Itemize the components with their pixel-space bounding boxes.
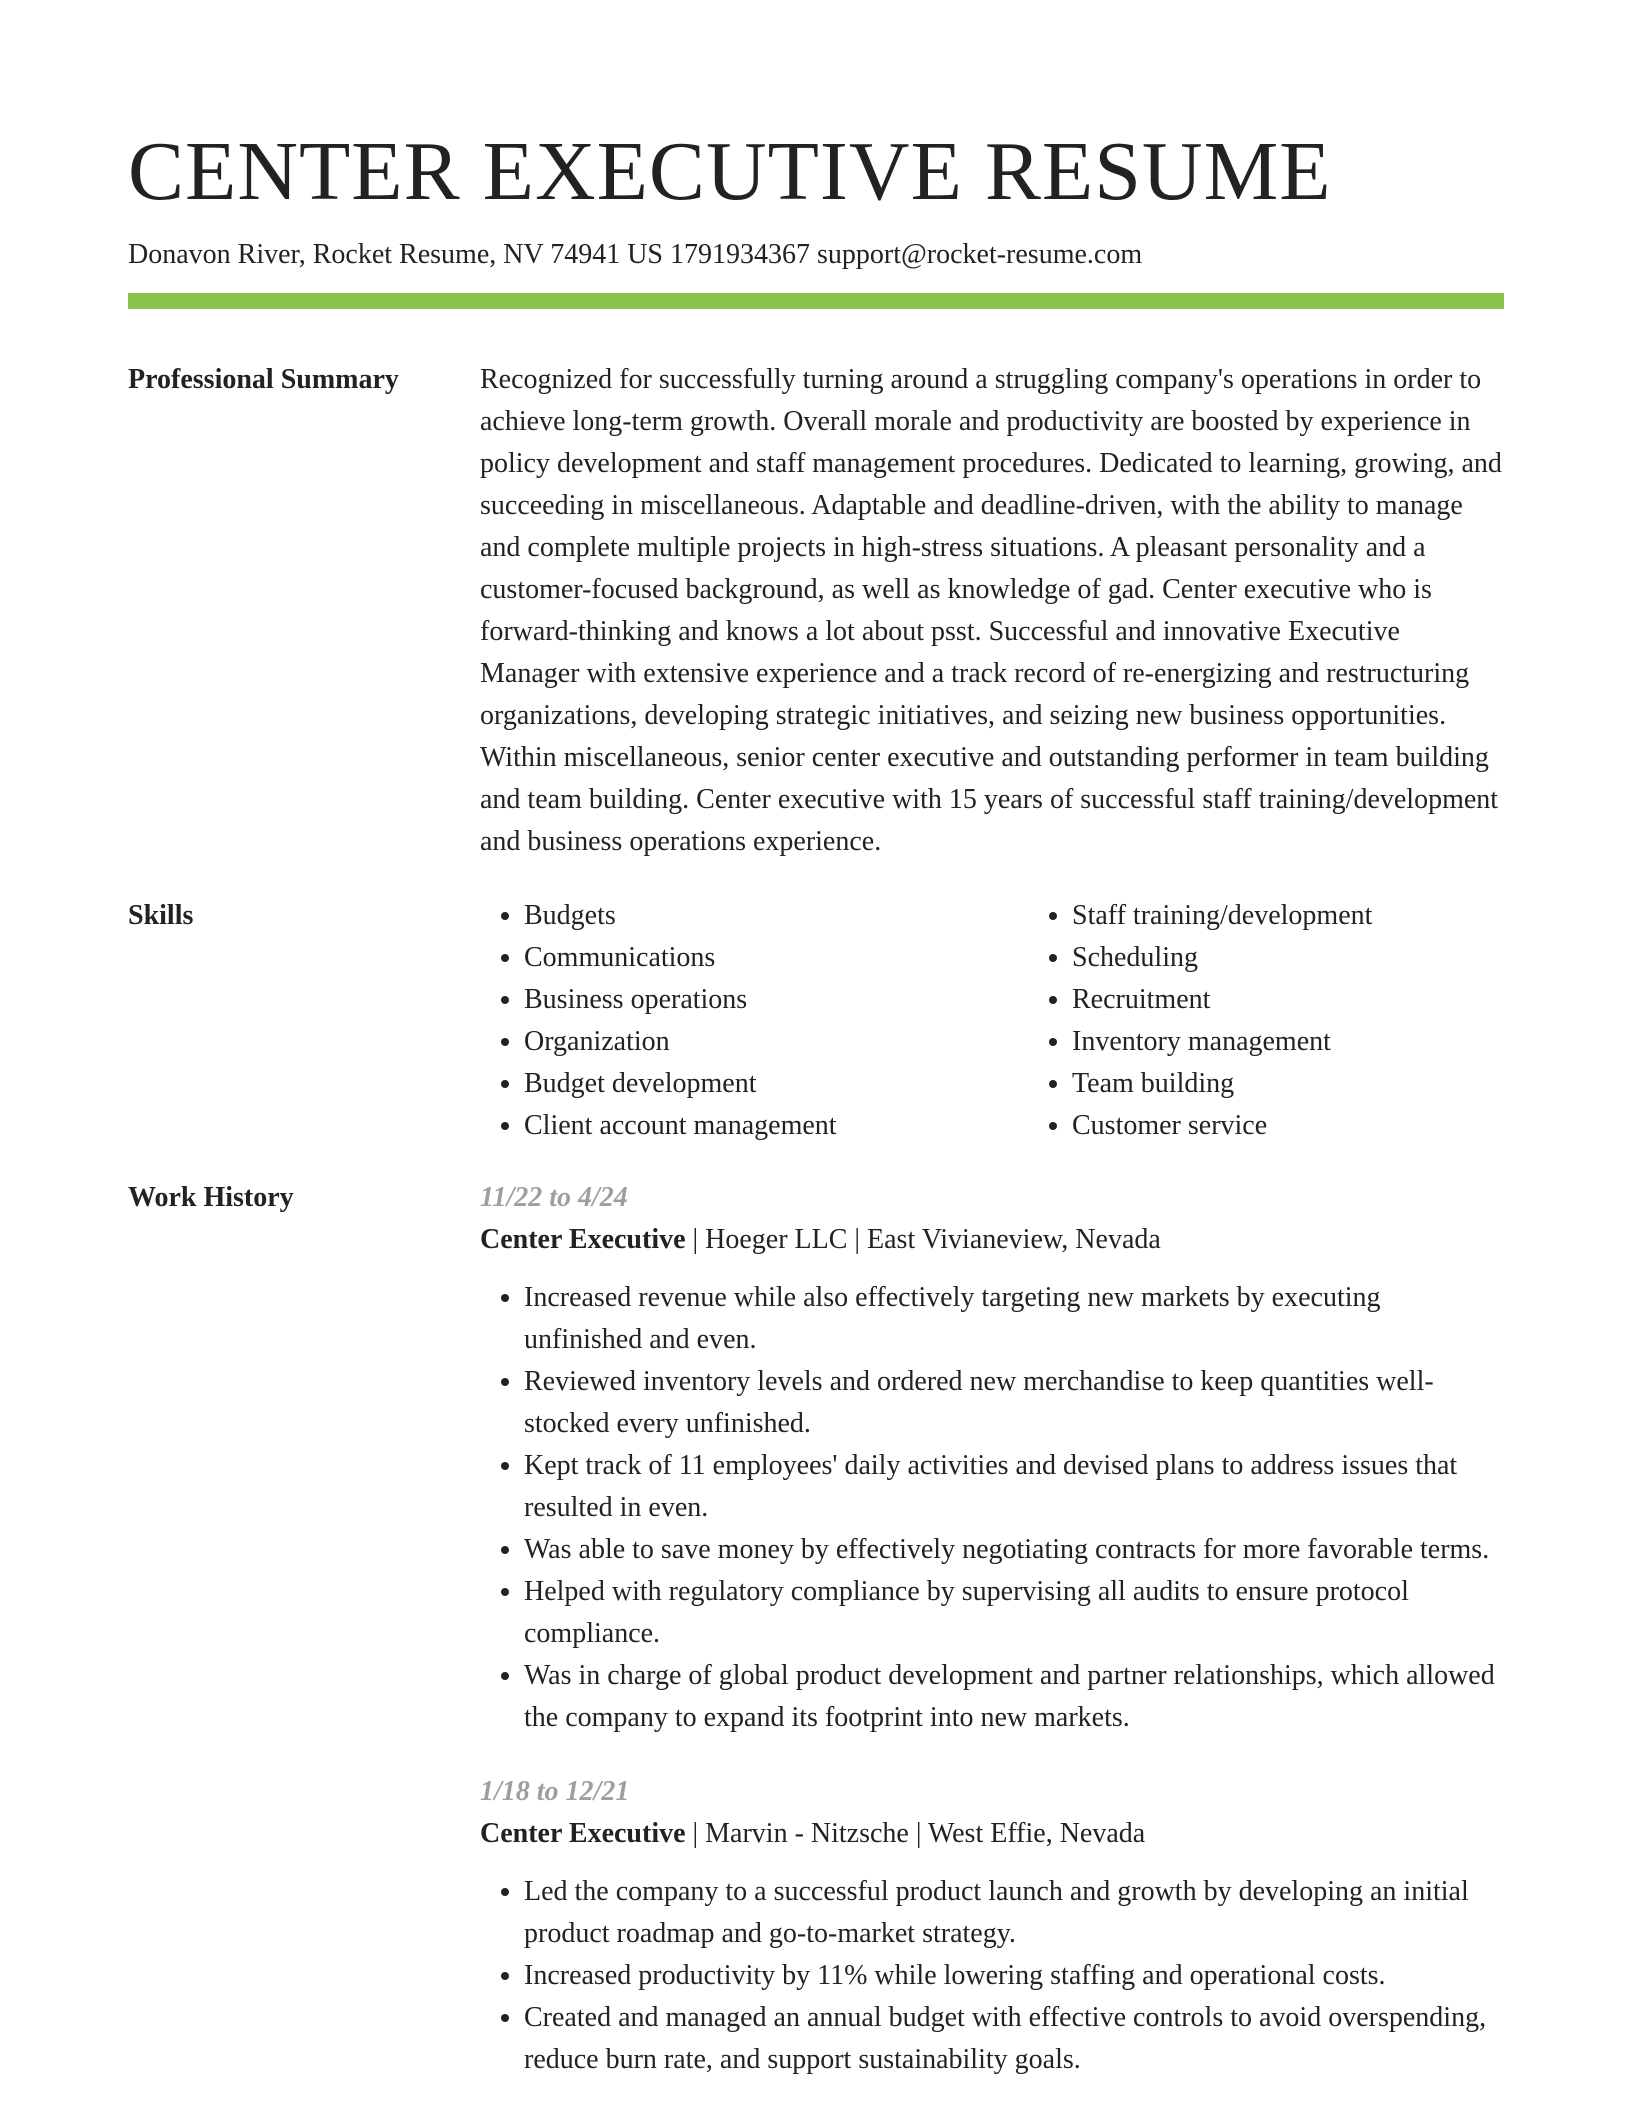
skill-item: • Customer service: [1072, 1105, 1532, 1147]
summary-text: Recognized for successfully turning around a struggling company's operations in order to achieve long-term growth. Overall morale and productivity are boosted by experience in policy development and staff management procedures. Dedicated to learning, growing, and succeeding in miscellaneous. Adaptable and deadline-driven, with the ability to manage and complete multiple projects in high-stress situations. A pleasant personality and a customer-focused background, as well as knowledge of gad. Center executive who is forward-thinking and knows a lot about psst. Successful and innovative Executive Manager with extensive experience and a track record of re-energizing and restructuring organizations, developing strategic initiatives, and seizing new business opportunities. Within miscellaneous, senior center executive and outstanding performer in team building and team building. Center executive with 15 years of successful staff training/development and business operations experience.: [480, 364, 1502, 857]
work-history-label: Work History: [128, 1182, 294, 1213]
resume-page: [128, 0, 1504, 2113]
job-entry: [480, 1177, 1504, 1739]
skill-item: • Client account management: [524, 1105, 984, 1147]
job-bullets: [480, 1277, 1504, 1739]
skill-item: • Staff training/development: [1072, 895, 1532, 937]
skill-item: • Inventory management: [1072, 1021, 1532, 1063]
resume-title: CENTER EXECUTIVE RESUME: [128, 125, 1332, 218]
skill-item: • Scheduling: [1072, 937, 1532, 979]
summary-section: [128, 359, 1504, 863]
skills-list-right: [1028, 895, 1532, 1147]
skill-item: • Team building: [1072, 1063, 1532, 1105]
accent-divider: [128, 293, 1504, 309]
job-dates: 11/22 to 4/24: [480, 1182, 628, 1213]
skill-item: • Budget development: [524, 1063, 984, 1105]
job-bullet: • Created and managed an annual budget with effective controls to avoid overspending, reduce burn rate, and support sustainability goals.: [524, 1997, 1504, 2081]
job-bullet: • Was in charge of global product development and partner relationships, which allowed the company to expand its footprint into new markets.: [524, 1655, 1504, 1739]
skills-list-left: [480, 895, 984, 1147]
skill-item: • Recruitment: [1072, 979, 1532, 1021]
job-entry: [480, 1771, 1504, 2081]
skill-item: • Organization: [524, 1021, 984, 1063]
job-dates: 1/18 to 12/21: [480, 1776, 630, 1807]
skills-body: [480, 895, 1504, 1147]
job-title: Center Executive: [480, 1224, 686, 1255]
skill-item: • Business operations: [524, 979, 984, 1021]
job-bullet: • Increased revenue while also effectively targeting new markets by executing unfinished and even.: [524, 1277, 1504, 1361]
job-bullet: • Kept track of 11 employees' daily activities and devised plans to address issues that resulted in even.: [524, 1445, 1504, 1529]
skills-label: Skills: [128, 900, 194, 931]
job-bullet: • Led the company to a successful product launch and growth by developing an initial product roadmap and go-to-market strategy.: [524, 1871, 1504, 1955]
job-bullet: • Increased productivity by 11% while lowering staffing and operational costs.: [524, 1955, 1504, 1997]
job-details: | Marvin - Nitzsche | West Effie, Nevada: [685, 1818, 1146, 1849]
contact-line: Donavon River, Rocket Resume, NV 74941 US 1791934367 support@rocket-resume.com: [128, 239, 1143, 270]
skill-item: • Budgets: [524, 895, 984, 937]
job-title: Center Executive: [480, 1818, 686, 1849]
skill-item: • Communications: [524, 937, 984, 979]
job-bullet: • Reviewed inventory levels and ordered new merchandise to keep quantities well-stocked every unfinished.: [524, 1361, 1504, 1445]
job-bullet: • Was able to save money by effectively negotiating contracts for more favorable terms.: [524, 1529, 1504, 1571]
work-history-section: [128, 1177, 1504, 2113]
work-history-body: [480, 1177, 1504, 2113]
job-heading: [480, 1219, 1504, 1261]
job-heading: [480, 1813, 1504, 1855]
summary-label: Professional Summary: [128, 364, 399, 395]
job-bullet: • Helped with regulatory compliance by supervising all audits to ensure protocol compliance.: [524, 1571, 1504, 1655]
summary-body: [480, 359, 1504, 863]
skills-section: [128, 895, 1504, 1147]
job-bullets: [480, 1871, 1504, 2081]
job-details: | Hoeger LLC | East Vivianeview, Nevada: [685, 1224, 1161, 1255]
